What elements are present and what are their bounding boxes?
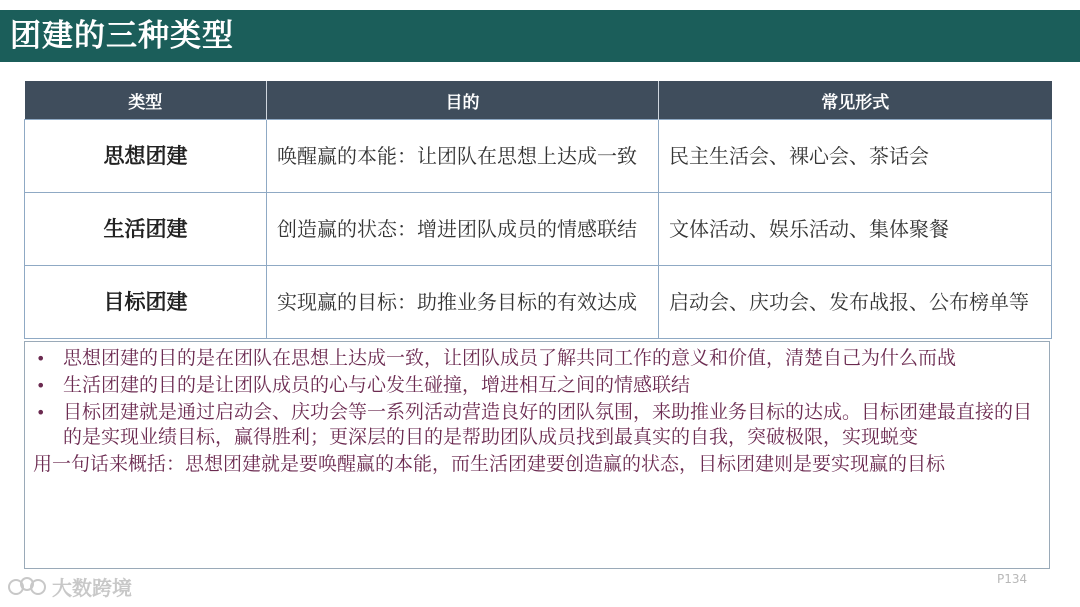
notes-list [33,346,1037,450]
bullet-icon: • [36,349,46,368]
forms-cell: 启动会、庆功会、发布战报、公布榜单等 [659,266,1052,339]
types-table [24,81,1052,339]
note-text: 生活团建的目的是让团队成员的心与心发生碰撞，增进相互之间的情感联结 [63,374,691,396]
watermark-logo-icon [8,575,46,597]
page-number: P134 [997,572,1028,586]
page-title: 团建的三种类型 [10,18,234,54]
notes-box [24,341,1050,569]
bullet-icon: • [36,403,46,422]
list-item [33,400,1037,450]
list-item [33,346,1037,371]
watermark [8,573,132,599]
column-header-forms: 常见形式 [659,81,1052,120]
purpose-cell: 实现赢的目标：助推业务目标的有效达成 [267,266,659,339]
table-row [25,120,1052,193]
type-cell: 目标团建 [25,266,267,339]
list-item [33,373,1037,398]
purpose-cell: 创造赢的状态：增进团队成员的情感联结 [267,193,659,266]
table-row [25,266,1052,339]
watermark-text: 大数跨境 [52,575,132,600]
column-header-purpose: 目的 [267,81,659,120]
bullet-icon: • [36,376,46,395]
note-text: 目标团建就是通过启动会、庆功会等一系列活动营造良好的团队氛围，来助推业务目标的达成。目标团建最直接的目的是实现业绩目标，赢得胜利；更深层的目的是帮助团队成员找到最真实的自我，突破极限，实现蜕变 [63,401,1033,448]
note-text: 思想团建的目的是在团队在思想上达成一致，让团队成员了解共同工作的意义和价值，清楚自己为什么而战 [63,347,957,369]
forms-cell: 文体活动、娱乐活动、集体聚餐 [659,193,1052,266]
table-header-row [25,81,1052,120]
forms-cell: 民主生活会、裸心会、茶话会 [659,120,1052,193]
type-cell: 生活团建 [25,193,267,266]
purpose-cell: 唤醒赢的本能：让团队在思想上达成一致 [267,120,659,193]
table-row [25,193,1052,266]
summary-text: 用一句话来概括：思想团建就是要唤醒赢的本能，而生活团建要创造赢的状态，目标团建则是要实现赢的目标 [33,453,946,475]
column-header-type: 类型 [25,81,267,120]
type-cell: 思想团建 [25,120,267,193]
